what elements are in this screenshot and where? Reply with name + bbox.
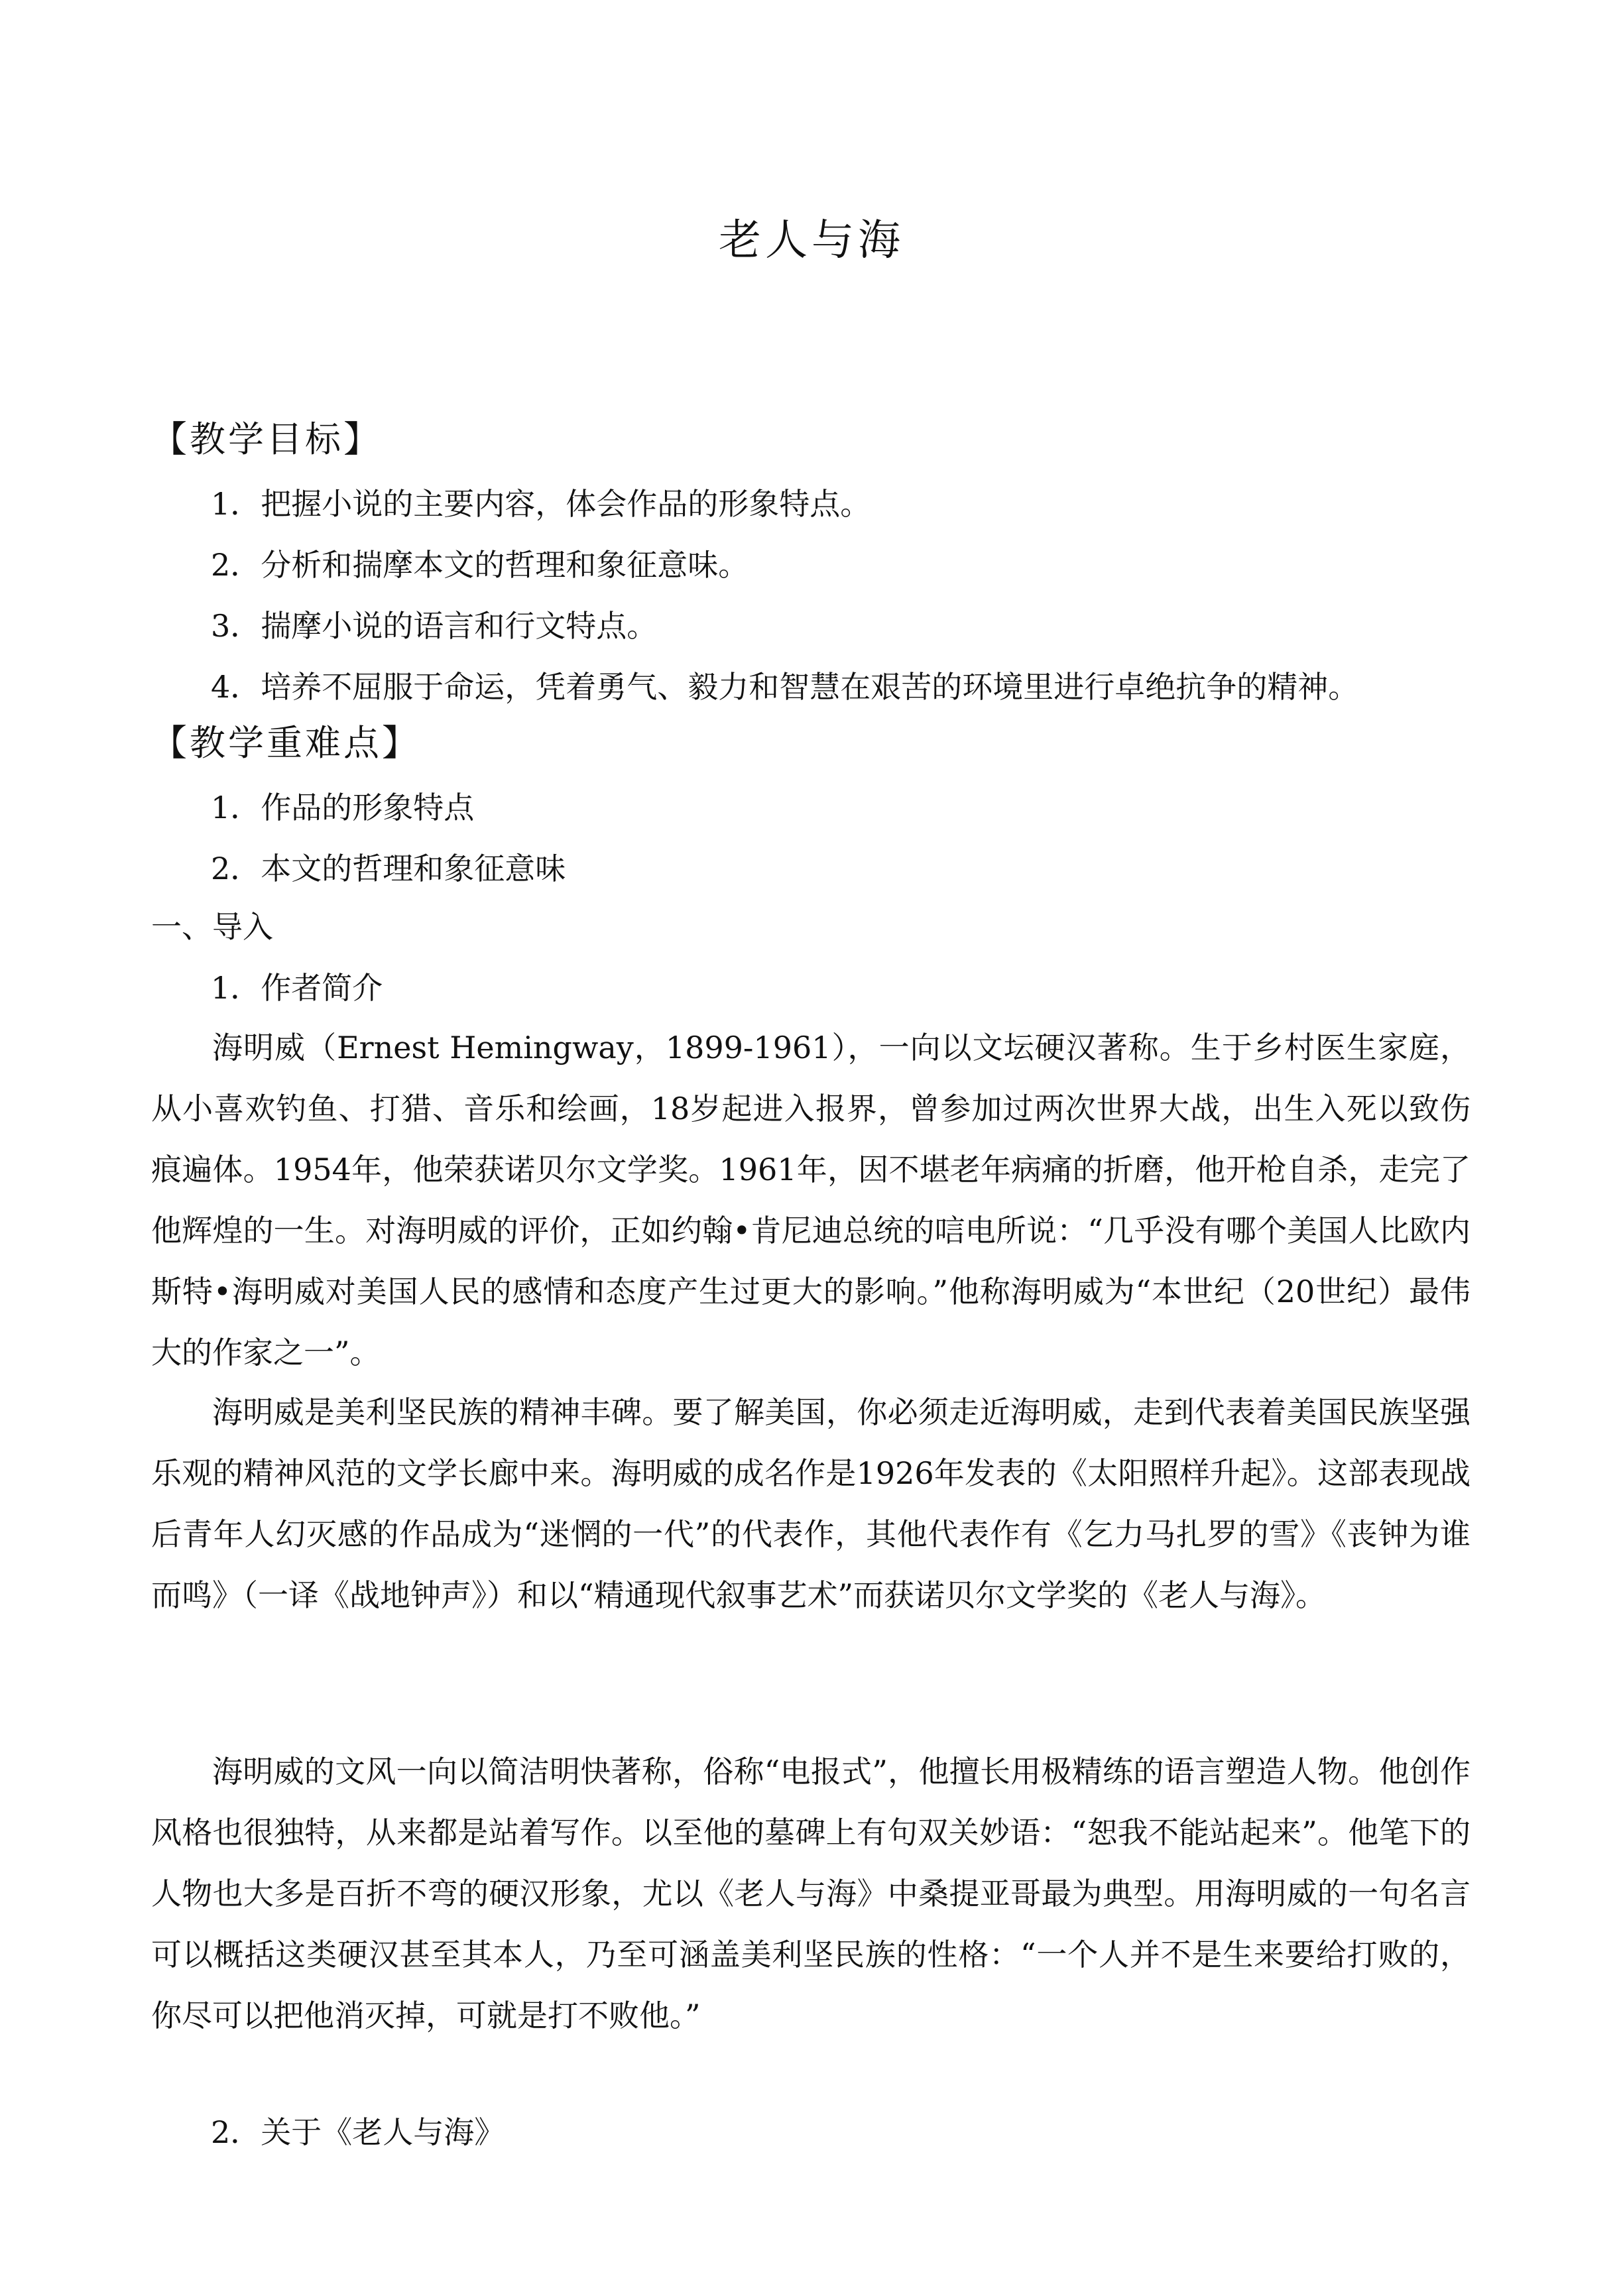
objective-item: 1．把握小说的主要内容，体会作品的形象特点。: [211, 486, 871, 522]
key-points-heading: 【教学重难点】: [151, 722, 420, 764]
author-paragraph-3: 海明威的文风一向以简洁明快著称，俗称“电报式”，他擅长用极精练的语言塑造人物。他创作风格也很独特，从来都是站着写作。以至他的墓碑上有句双关妙语：“恕我不能站起来”。他笔下的人物也大多是百折不弯的硬汉形象，尤以《老人与海》中桑提亚哥最为典型。用海明威的一句名言可以概括这类硬汉甚至其本人，乃至可涵盖美利坚民族的性格：“一个人并不是生来要给打败的，你尽可以把他消灭掉，可就是打不败他。”: [151, 1754, 1471, 2033]
objective-item: 3．揣摩小说的语言和行文特点。: [211, 608, 658, 644]
objectives-heading: 【教学目标】: [151, 418, 382, 460]
key-point-item: 2．本文的哲理和象征意味: [211, 851, 566, 886]
objective-item: 2．分析和揣摩本文的哲理和象征意味。: [211, 547, 749, 583]
document-title: 老人与海: [719, 216, 904, 265]
key-point-item: 1．作品的形象特点: [211, 790, 475, 825]
subsection-author-title: 1．作者简介: [211, 970, 383, 1006]
author-paragraph-1: 海明威（Ernest Hemingway，1899-1961），一向以文坛硬汉著称。生于乡村医生家庭，从小喜欢钓鱼、打猎、音乐和绘画，18岁起进入报界，曾参加过两次世界大战，出生入死以致伤痕遍体。1954年，他荣获诺贝尔文学奖。1961年，因不堪老年病痛的折磨，他开枪自杀，走完了他辉煌的一生。对海明威的评价，正如约翰•肯尼迪总统的唁电所说：“几乎没有哪个美国人比欧内斯特•海明威对美国人民的感情和态度产生过更大的影响。”他称海明威为“本世纪（20世纪）最伟大的作家之一”。: [151, 1030, 1471, 1370]
objective-item: 4．培养不屈服于命运，凭着勇气、毅力和智慧在艰苦的环境里进行卓绝抗争的精神。: [211, 669, 1359, 705]
author-paragraph-2: 海明威是美利坚民族的精神丰碑。要了解美国，你必须走近海明威，走到代表着美国民族坚强乐观的精神风范的文学长廊中来。海明威的成名作是1926年发表的《太阳照样升起》。这部表现战后青年人幻灭感的作品成为“迷惘的一代”的代表作，其他代表作有《乞力马扎罗的雪》《丧钟为谁而鸣》（一译《战地钟声》）和以“精通现代叙事艺术”而获诺贝尔文学奖的《老人与海》。: [151, 1394, 1471, 1613]
section-title-intro: 一、导入: [151, 909, 273, 945]
subsection-novel-title: 2．关于《老人与海》: [211, 2114, 505, 2150]
